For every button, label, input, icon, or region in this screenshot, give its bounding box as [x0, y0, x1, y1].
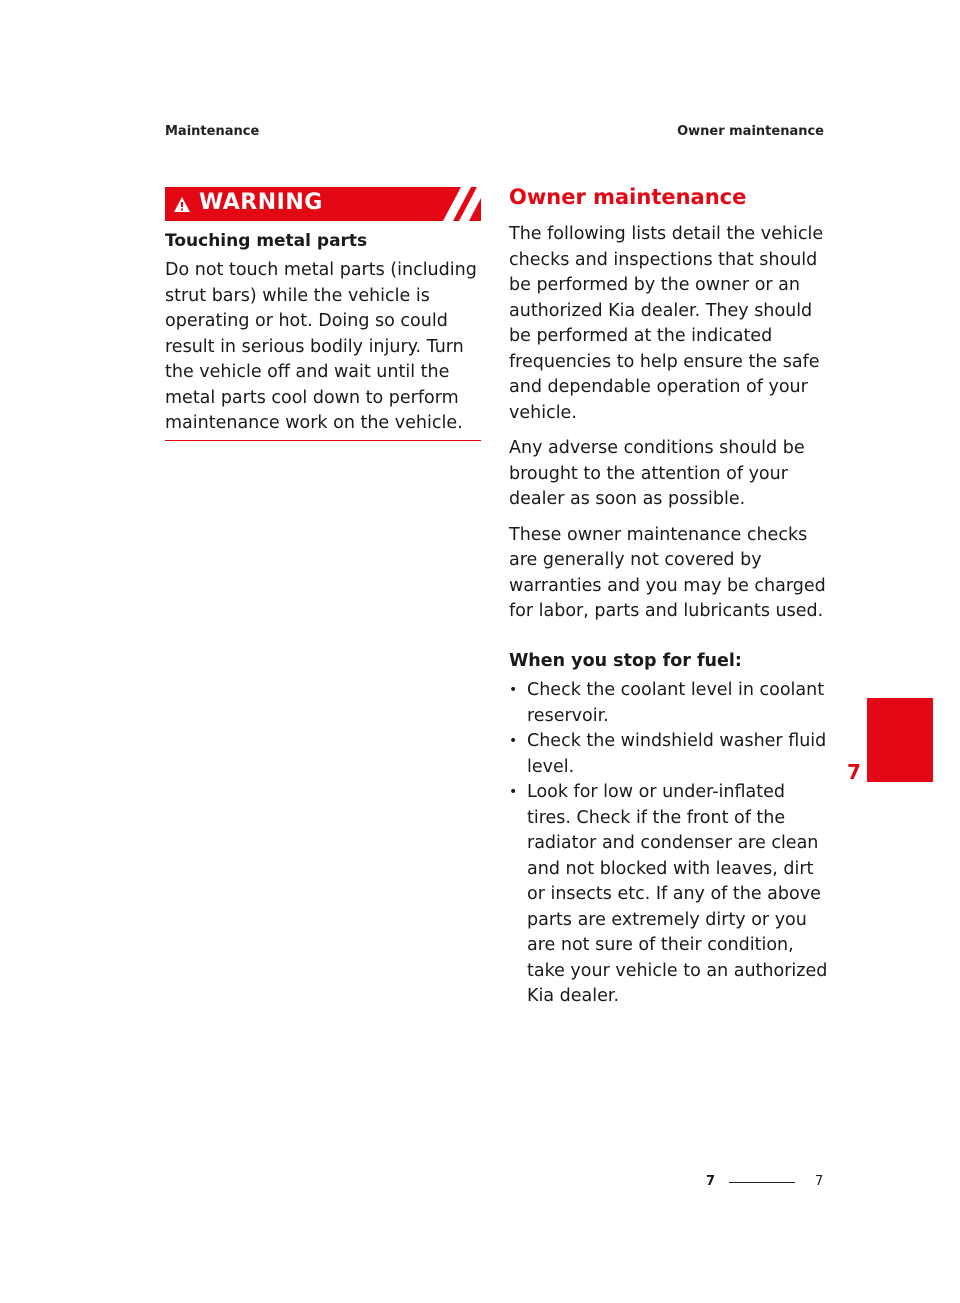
chapter-tab — [867, 698, 933, 782]
paragraph: The following lists detail the vehicle checks and inspections that should be performed by the owner or an authorized Kia dealer. They should be performed at the indicated frequencies to help ensure the safe and dependable operation of your vehicle. — [509, 224, 824, 423]
warning-banner — [165, 187, 481, 221]
paragraph: Any adverse conditions should be brought to the attention of your dealer as soon as possible. — [509, 438, 805, 509]
list-item: • Check the coolant level in coolant reservoir. — [509, 678, 829, 729]
warning-stripes-decoration — [431, 187, 481, 221]
warning-body: Do not touch metal parts (including strut bars) while the vehicle is operating or hot. Doing so could result in serious bodily injury. Turn the vehicle off and wait until the metal parts cool down to perform maintenance work on the vehicle. — [165, 260, 477, 433]
fuel-stop-subheading: When you stop for fuel: — [509, 650, 742, 671]
footer-divider — [729, 1182, 795, 1183]
warning-label: WARNING — [199, 190, 323, 215]
footer-chapter-number: 7 — [706, 1174, 716, 1189]
header-section-label: Maintenance — [165, 124, 260, 139]
chapter-number: 7 — [847, 760, 861, 784]
footer-page-number: 7 — [815, 1174, 824, 1189]
section-title: Owner maintenance — [509, 185, 747, 209]
fuel-stop-checklist — [509, 678, 829, 1010]
section-content — [509, 222, 829, 1010]
list-item: • Look for low or under-inflated tires. Check if the front of the radiator and condenser are clean and not blocked with leaves, dirt or insects etc. If any of the above parts are extremely dirty or you are not sure of their condition, take your vehicle to an authorized Kia dealer. — [509, 780, 829, 1010]
list-item: • Check the windshield washer fluid level. — [509, 729, 829, 780]
header-page-title: Owner maintenance — [677, 124, 824, 139]
warning-title: Touching metal parts — [165, 231, 368, 251]
warning-triangle-icon — [173, 196, 191, 213]
paragraph: These owner maintenance checks are generally not covered by warranties and you may be charged for labor, parts and lubricants used. — [509, 524, 826, 621]
warning-divider — [165, 440, 481, 441]
